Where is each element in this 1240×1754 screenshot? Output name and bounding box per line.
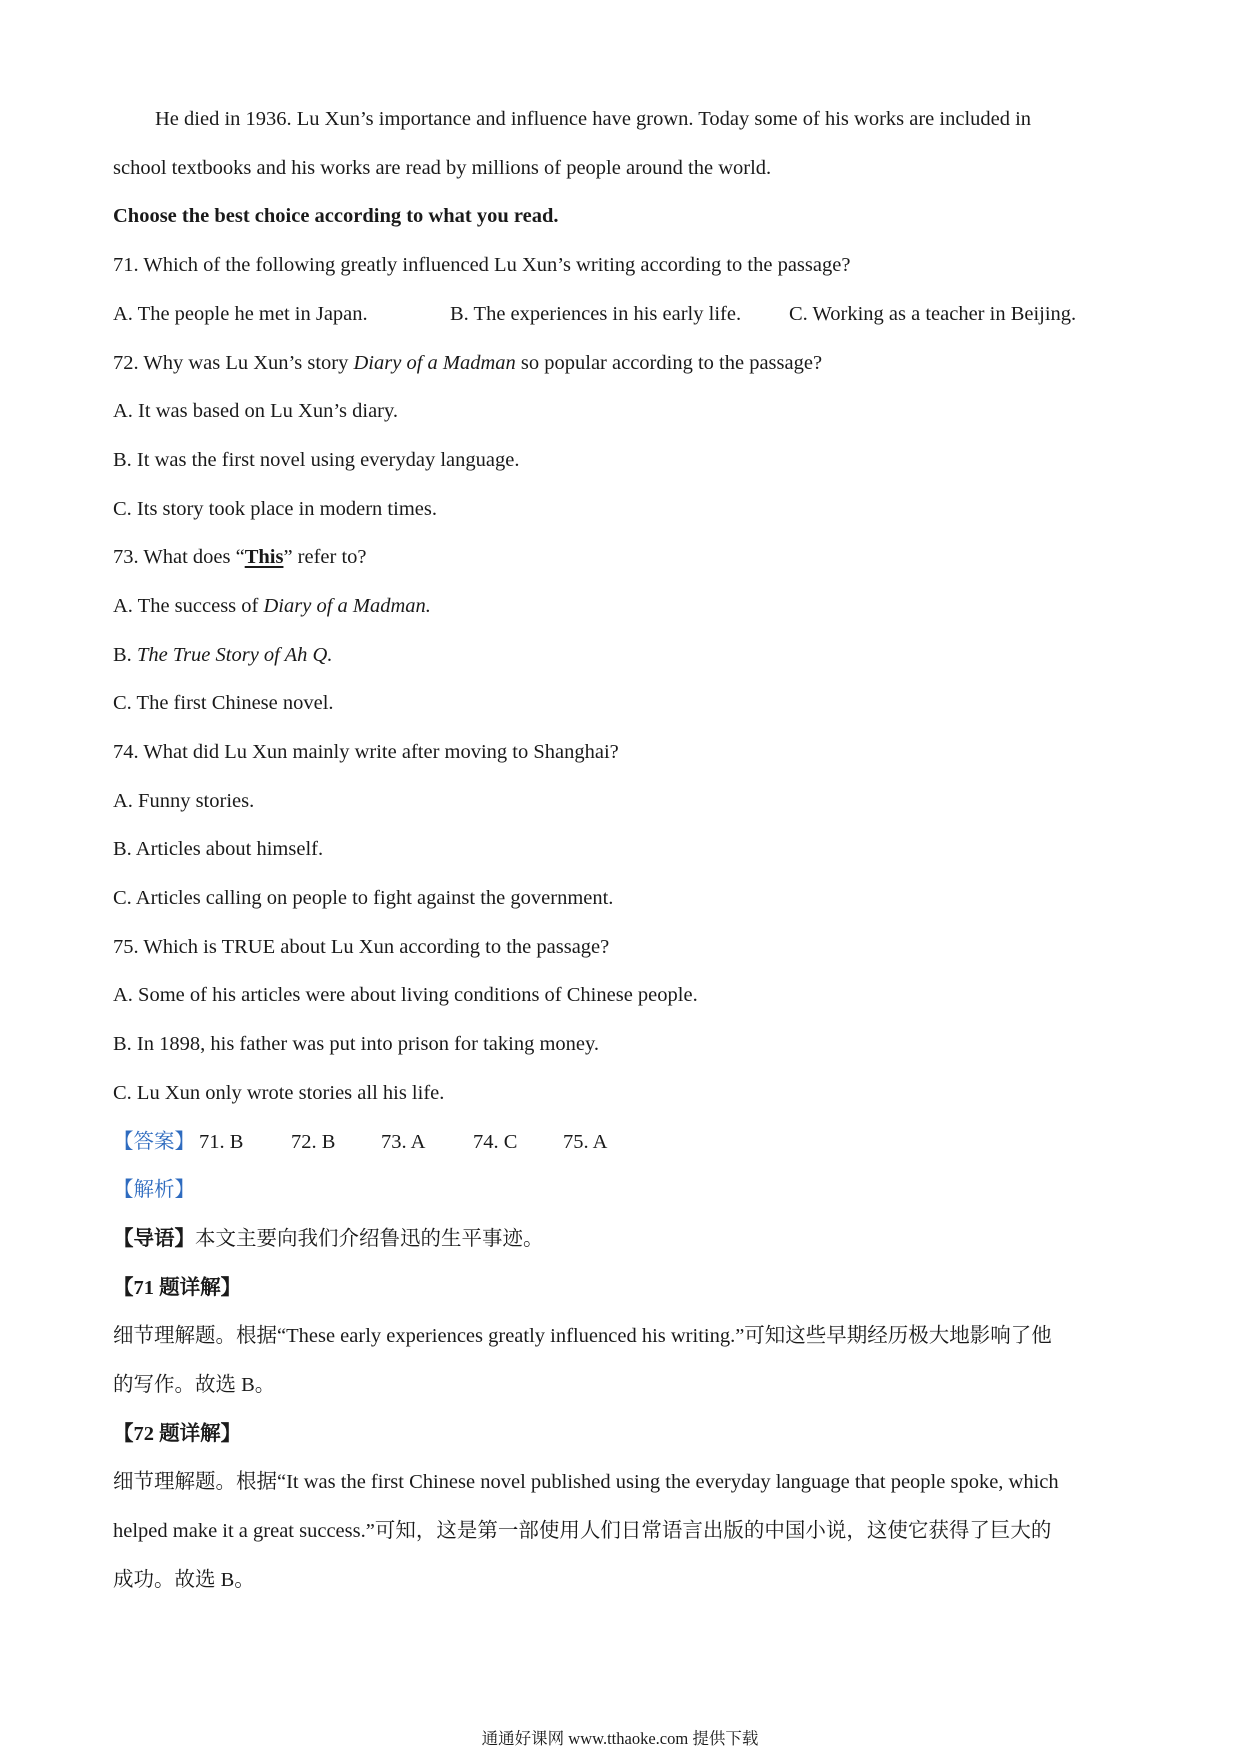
option-72-b: B. It was the first novel using everyday language. (113, 449, 520, 471)
stem-text: ” refer to? (283, 546, 367, 568)
analysis-label: 【解析】 (113, 1179, 195, 1201)
detail-71-heading: 【71 题详解】 (113, 1277, 242, 1299)
option-71-c: C. Working as a teacher in Beijing. (789, 303, 1077, 325)
underlined-word: This (244, 546, 284, 568)
question-72-stem (113, 349, 1140, 377)
intro-label: 【导语】 (113, 1228, 195, 1250)
option-74-a: A. Funny stories. (113, 790, 255, 812)
option-text: B. (113, 644, 137, 666)
story-title: The True Story of Ah Q. (136, 644, 333, 666)
detail-71-text: 细节理解题。根据“These early experiences greatly influenced his writing.”可知这些早期经历极大地影响了他 (113, 1325, 1052, 1347)
answer-item: 71. B (199, 1131, 244, 1153)
detail-72-text: helped make it a great success.”可知，这是第一部使用人们日常语言出版的中国小说，这使它获得了巨大的 (113, 1520, 1052, 1542)
stem-text: so popular according to the passage? (515, 352, 823, 374)
option-71-a: A. The people he met in Japan. (113, 303, 368, 325)
passage-line: He died in 1936. Lu Xun’s importance and influence have grown. Today some of his works are included in (155, 108, 1032, 130)
option-text: A. The success of (113, 595, 264, 617)
question-74-stem: 74. What did Lu Xun mainly write after moving to Shanghai? (113, 741, 619, 763)
answer-item: 73. A (381, 1131, 426, 1153)
stem-text: 73. What does “ (113, 546, 245, 568)
option-74-b: B. Articles about himself. (113, 838, 324, 860)
instruction: Choose the best choice according to what you read. (113, 205, 559, 227)
stem-text: 72. Why was Lu Xun’s story (113, 352, 354, 374)
option-75-a: A. Some of his articles were about living conditions of Chinese people. (113, 984, 698, 1006)
option-75-b: B. In 1898, his father was put into prison for taking money. (113, 1033, 600, 1055)
intro (113, 1225, 1140, 1253)
question-73-stem (113, 543, 1140, 571)
answer-label: 【答案】 (113, 1131, 195, 1153)
page-footer: 通通好课网 www.tthaoke.com 提供下载 (481, 1729, 759, 1748)
answer-item: 72. B (291, 1131, 336, 1153)
question-71-stem: 71. Which of the following greatly influenced Lu Xun’s writing according to the passage? (113, 254, 851, 276)
story-title: Diary of a Madman. (263, 595, 431, 617)
option-71-b: B. The experiences in his early life. (450, 303, 742, 325)
option-72-a: A. It was based on Lu Xun’s diary. (113, 400, 399, 422)
passage-line: school textbooks and his works are read by millions of people around the world. (113, 157, 772, 179)
option-73-a (113, 592, 1140, 620)
story-title: Diary of a Madman (353, 352, 516, 374)
detail-72-text: 成功。故选 B。 (113, 1569, 255, 1591)
option-73-b (113, 641, 1140, 669)
detail-72-text: 细节理解题。根据“It was the first Chinese novel published using the everyday language that people spoke, which (113, 1471, 1059, 1493)
option-72-c: C. Its story took place in modern times. (113, 498, 437, 520)
answer-item: 75. A (563, 1131, 608, 1153)
detail-71-text: 的写作。故选 B。 (113, 1374, 276, 1396)
option-73-c: C. The first Chinese novel. (113, 692, 334, 714)
option-74-c: C. Articles calling on people to fight against the government. (113, 887, 614, 909)
question-75-stem: 75. Which is TRUE about Lu Xun according to the passage? (113, 936, 610, 958)
answer-item: 74. C (473, 1131, 518, 1153)
detail-72-heading: 【72 题详解】 (113, 1423, 242, 1445)
option-75-c: C. Lu Xun only wrote stories all his life. (113, 1082, 445, 1104)
intro-text: 本文主要向我们介绍鲁迅的生平事迹。 (195, 1228, 544, 1250)
